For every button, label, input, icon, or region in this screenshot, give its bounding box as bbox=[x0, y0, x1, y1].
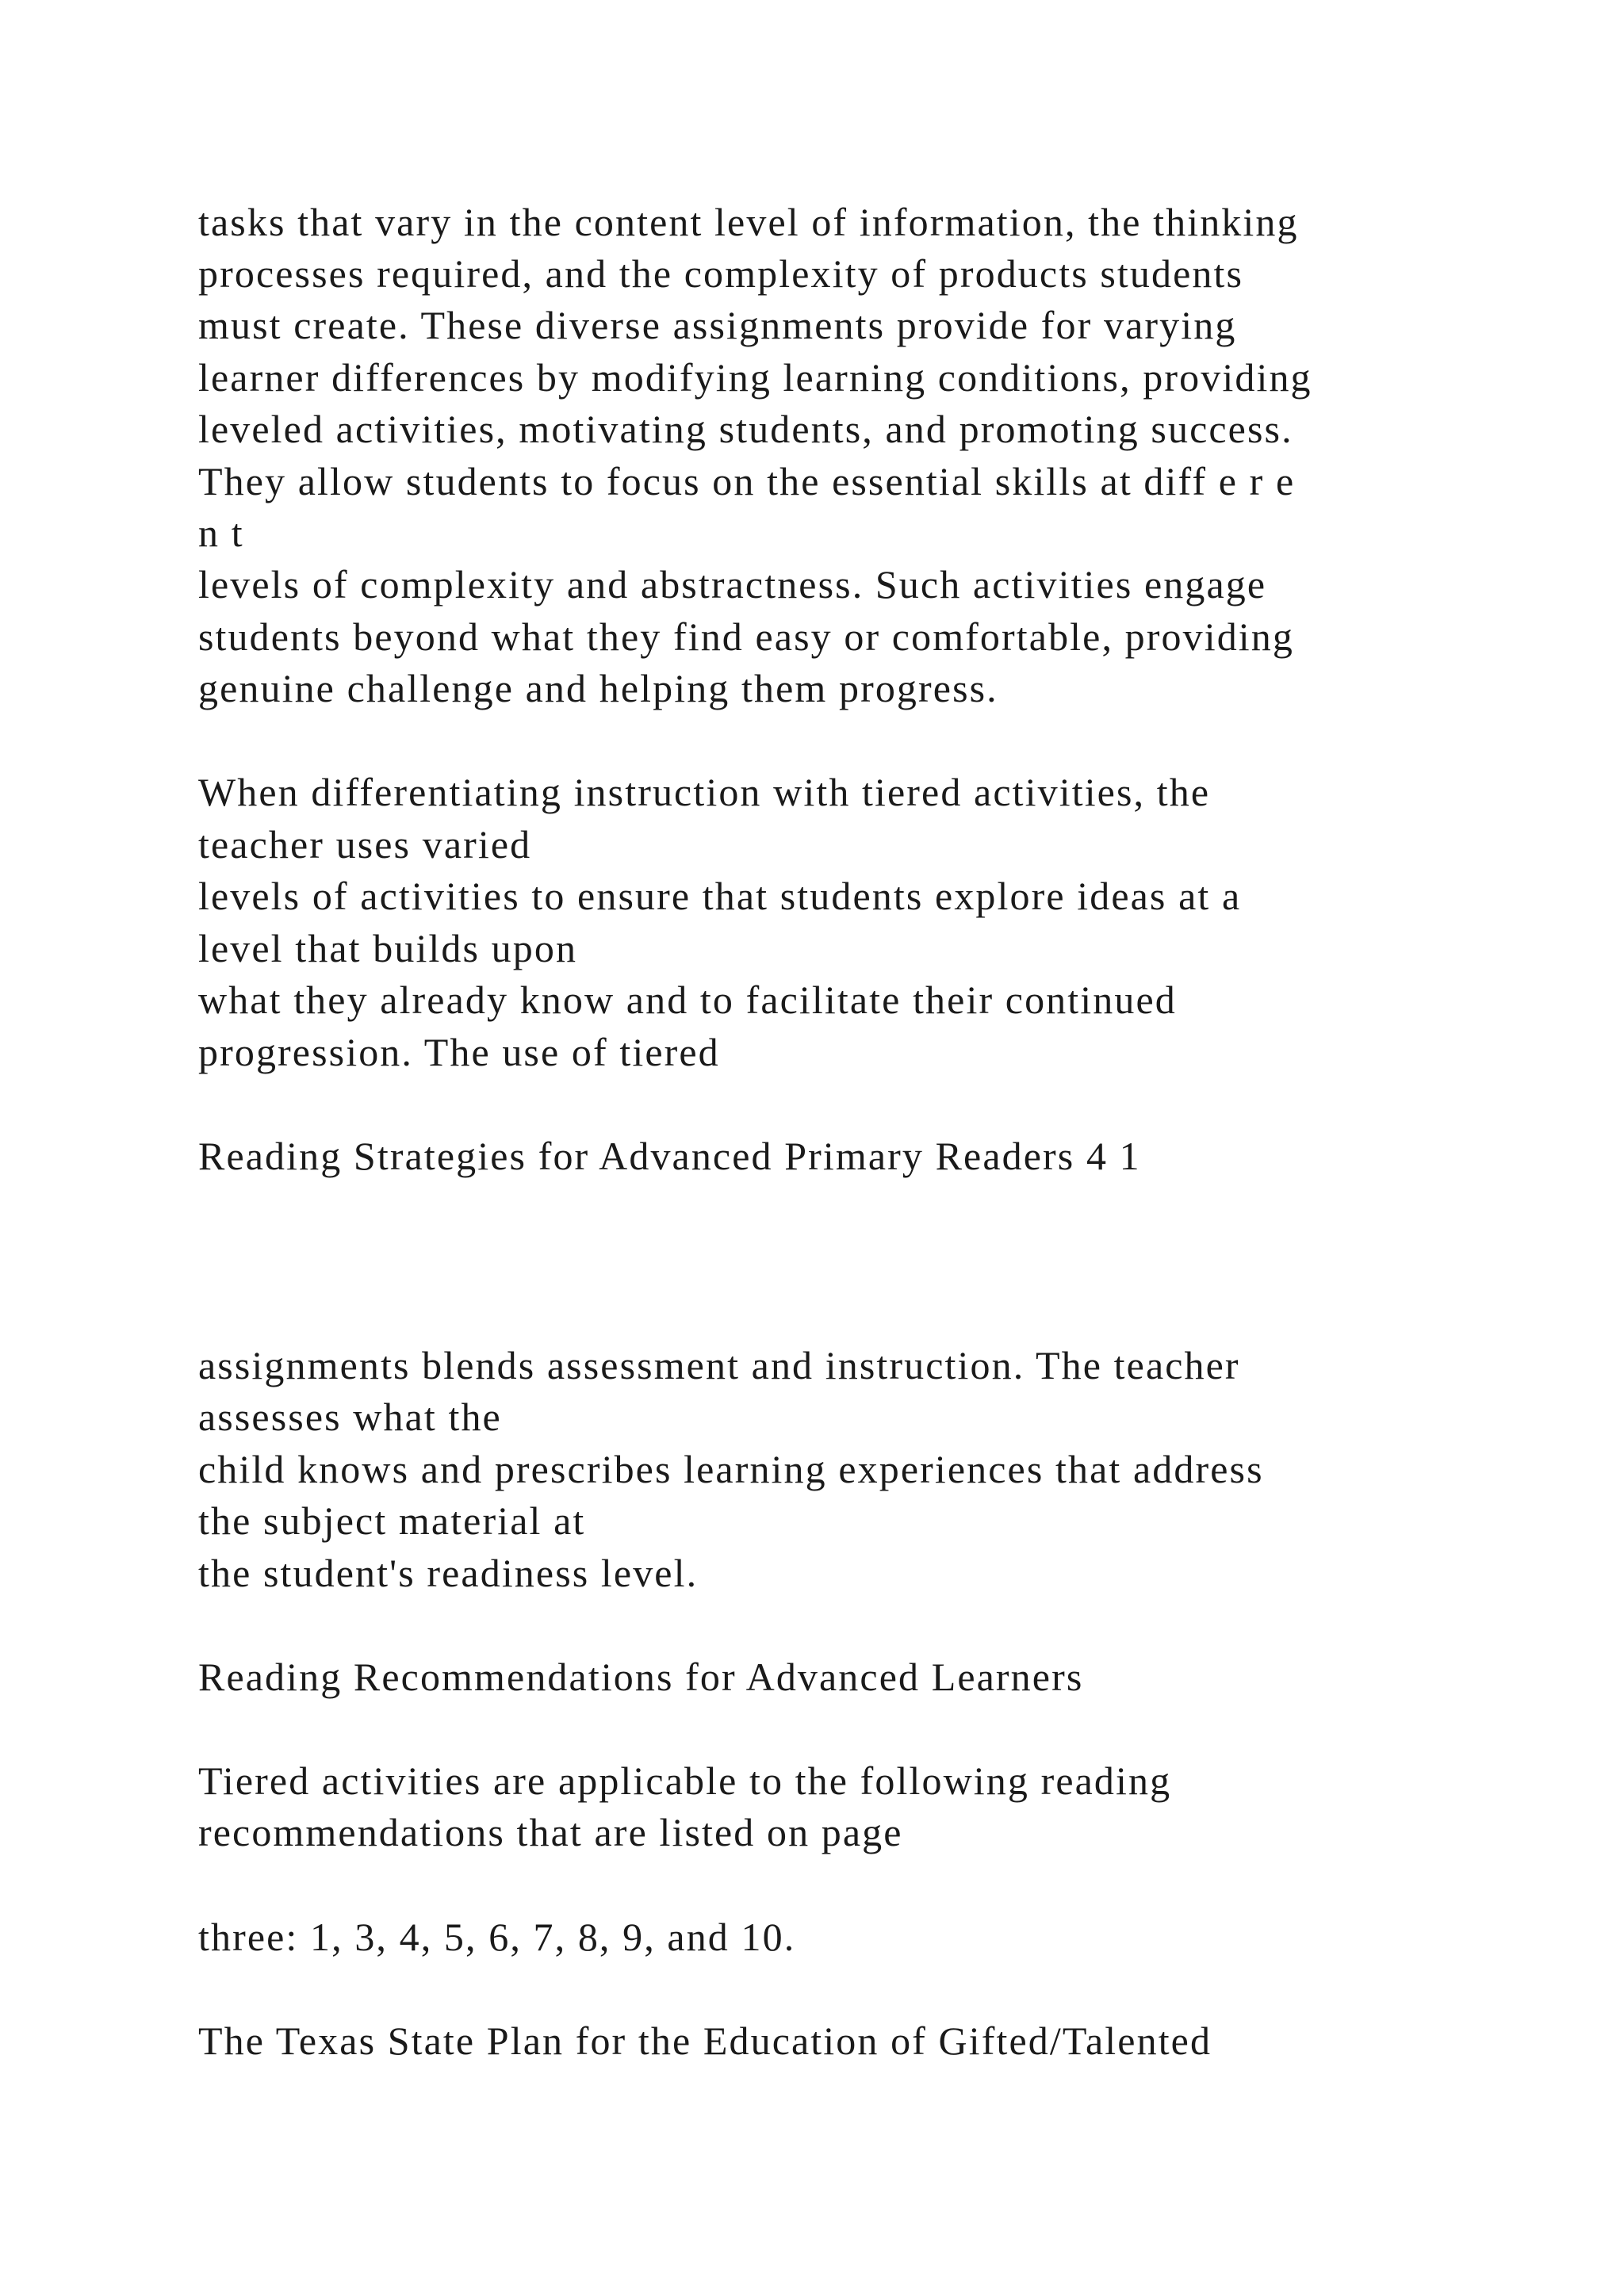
paragraph-4-line-2: recommendations that are listed on page bbox=[198, 1810, 903, 1854]
paragraph-2-line-2: teacher uses varied bbox=[198, 822, 532, 867]
paragraph-2-line-5: what they already know and to facilitate their continued bbox=[198, 978, 1177, 1022]
paragraph-1-line-10: genuine challenge and helping them progress. bbox=[198, 666, 998, 710]
paragraph-2-line-6: progression. The use of tiered bbox=[198, 1030, 720, 1074]
paragraph-6-line-1: The Texas State Plan for the Education of Gifted/Talented bbox=[198, 2019, 1212, 2063]
paragraph-1-line-3: must create. These diverse assignments provide for varying bbox=[198, 303, 1237, 347]
paragraph-1-line-8: levels of complexity and abstractness. Such activities engage bbox=[198, 562, 1267, 607]
section-heading: Reading Recommendations for Advanced Learners bbox=[198, 1655, 1084, 1699]
paragraph-3-line-1: assignments blends assessment and instruction. The teacher bbox=[198, 1343, 1240, 1387]
paragraph-1-line-2: processes required, and the complexity of products students bbox=[198, 251, 1244, 296]
paragraph-4-line-1: Tiered activities are applicable to the following reading bbox=[198, 1758, 1172, 1803]
page-footer: Reading Strategies for Advanced Primary Readers 4 1 bbox=[198, 1134, 1141, 1178]
paragraph-3-line-5: the student's readiness level. bbox=[198, 1551, 699, 1595]
paragraph-1-line-7: n t bbox=[198, 511, 244, 555]
paragraph-1-line-9: students beyond what they find easy or comfortable, providing bbox=[198, 614, 1294, 659]
paragraph-3-line-4: the subject material at bbox=[198, 1498, 586, 1543]
paragraph-2-line-4: level that builds upon bbox=[198, 926, 578, 970]
paragraph-3-line-3: child knows and prescribes learning experiences that address bbox=[198, 1447, 1264, 1491]
paragraph-2-line-3: levels of activities to ensure that students explore ideas at a bbox=[198, 874, 1242, 918]
paragraph-2-line-1: When differentiating instruction with tiered activities, the bbox=[198, 770, 1211, 814]
paragraph-1-line-1: tasks that vary in the content level of information, the thinking bbox=[198, 200, 1299, 244]
paragraph-5-line-1: three: 1, 3, 4, 5, 6, 7, 8, 9, and 10. bbox=[198, 1915, 796, 1959]
paragraph-3-line-2: assesses what the bbox=[198, 1395, 502, 1439]
paragraph-1-line-5: leveled activities, motivating students, and promoting success. bbox=[198, 407, 1293, 451]
paragraph-1-line-4: learner differences by modifying learning conditions, providing bbox=[198, 355, 1312, 400]
paragraph-1-line-6: They allow students to focus on the essential skills at diff e r e bbox=[198, 459, 1296, 503]
